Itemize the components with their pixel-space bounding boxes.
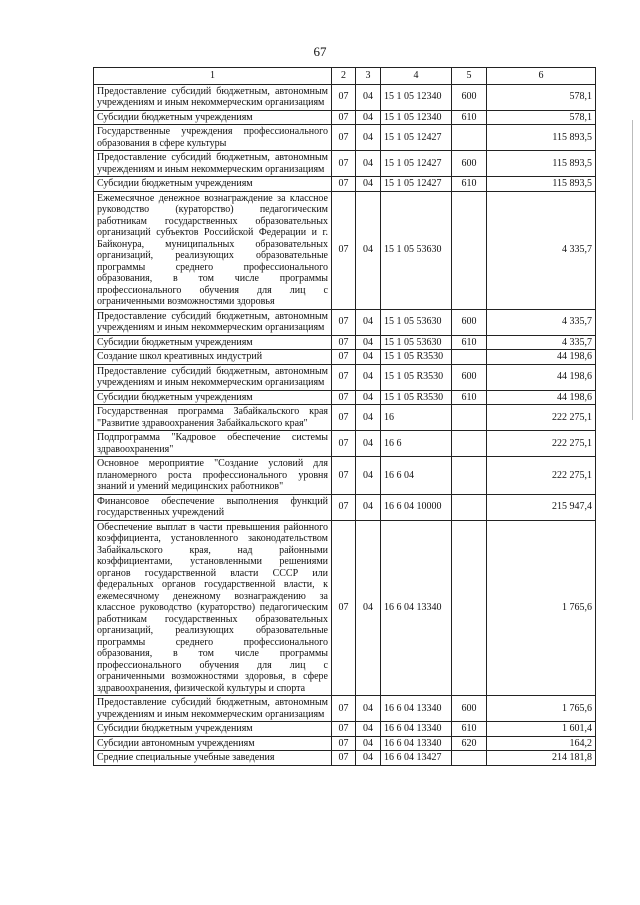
row-section: 07 [332, 722, 356, 737]
row-target-article: 16 6 [381, 431, 452, 457]
row-expense-type [452, 431, 487, 457]
row-amount: 44 198,6 [487, 390, 596, 405]
row-subsection: 04 [356, 191, 381, 309]
row-subsection: 04 [356, 390, 381, 405]
row-target-article: 15 1 05 R3530 [381, 364, 452, 390]
row-name: Государственные учреждения профессионального образования в сфере культуры [94, 125, 332, 151]
row-amount: 4 335,7 [487, 309, 596, 335]
row-name: Ежемесячное денежное вознаграждение за классное руководство (кураторство) педагогическим работникам государственных образовательных организаций субъектов Российской Федерации и г. Байконура, муниципальных образовательных организаций, реализующих образовательные программы среднего профессионального образования, в том числе программы профессионального обучения для лиц с ограниченными возможностями здоровья [94, 191, 332, 309]
row-section: 07 [332, 125, 356, 151]
row-name: Субсидии автономным учреждениям [94, 736, 332, 751]
row-target-article: 16 6 04 13427 [381, 751, 452, 766]
table-row [94, 494, 596, 520]
row-subsection: 04 [356, 431, 381, 457]
table-row [94, 177, 596, 192]
row-target-article: 15 1 05 12427 [381, 151, 452, 177]
row-name: Предоставление субсидий бюджетным, автономным учреждениям и иным некоммерческим организациям [94, 364, 332, 390]
row-expense-type: 610 [452, 335, 487, 350]
row-target-article: 16 6 04 13340 [381, 520, 452, 696]
row-subsection: 04 [356, 350, 381, 365]
row-expense-type [452, 125, 487, 151]
table-row [94, 390, 596, 405]
header-col-2: 2 [332, 68, 356, 85]
row-name: Средние специальные учебные заведения [94, 751, 332, 766]
table-row [94, 191, 596, 309]
table-row [94, 722, 596, 737]
row-name: Предоставление субсидий бюджетным, автономным учреждениям и иным некоммерческим организациям [94, 84, 332, 110]
row-name: Подпрограмма "Кадровое обеспечение системы здравоохранения" [94, 431, 332, 457]
row-name: Субсидии бюджетным учреждениям [94, 335, 332, 350]
row-expense-type: 600 [452, 309, 487, 335]
row-subsection: 04 [356, 125, 381, 151]
row-name: Основное мероприятие "Создание условий для планомерного роста профессионального уровня знаний и умений медицинских работников" [94, 457, 332, 495]
row-amount: 164,2 [487, 736, 596, 751]
table-row [94, 751, 596, 766]
row-target-article: 16 6 04 [381, 457, 452, 495]
header-col-3: 3 [356, 68, 381, 85]
row-amount: 44 198,6 [487, 350, 596, 365]
row-subsection: 04 [356, 364, 381, 390]
row-name: Создание школ креативных индустрий [94, 350, 332, 365]
row-subsection: 04 [356, 494, 381, 520]
row-section: 07 [332, 110, 356, 125]
row-amount: 4 335,7 [487, 191, 596, 309]
row-name: Предоставление субсидий бюджетным, автономным учреждениям и иным некоммерческим организациям [94, 151, 332, 177]
row-target-article: 15 1 05 12340 [381, 84, 452, 110]
table-row [94, 335, 596, 350]
row-name: Обеспечение выплат в части превышения районного коэффициента, установленного законодательством Забайкальского края, над районными коэффициентами, установленными решениями органов государственной власти СССР или федеральных органов государственной власти, к ежемесячному денежному вознаграждению за классное руководство (кураторство) педагогическим работникам государственных образовательных организаций, реализующих образовательные программы среднего профессионального образования, в том числе программы профессионального обучения для лиц с ограниченными возможностями здоровья, в сфере здравоохранения, физической культуры и спорта [94, 520, 332, 696]
table-row [94, 457, 596, 495]
row-expense-type: 600 [452, 84, 487, 110]
row-name: Предоставление субсидий бюджетным, автономным учреждениям и иным некоммерческим организациям [94, 696, 332, 722]
row-amount: 1 601,4 [487, 722, 596, 737]
table-row [94, 110, 596, 125]
table-row [94, 696, 596, 722]
row-target-article: 15 1 05 53630 [381, 335, 452, 350]
row-section: 07 [332, 84, 356, 110]
row-amount: 4 335,7 [487, 335, 596, 350]
row-section: 07 [332, 151, 356, 177]
row-expense-type: 600 [452, 364, 487, 390]
table-row [94, 309, 596, 335]
row-name: Государственная программа Забайкальского края "Развитие здравоохранения Забайкальского края" [94, 405, 332, 431]
row-section: 07 [332, 751, 356, 766]
header-col-6: 6 [487, 68, 596, 85]
table-row [94, 520, 596, 696]
row-amount: 214 181,8 [487, 751, 596, 766]
row-target-article: 16 6 04 13340 [381, 696, 452, 722]
row-subsection: 04 [356, 84, 381, 110]
row-section: 07 [332, 431, 356, 457]
table-row [94, 431, 596, 457]
row-expense-type: 600 [452, 696, 487, 722]
row-subsection: 04 [356, 696, 381, 722]
row-expense-type [452, 494, 487, 520]
row-section: 07 [332, 736, 356, 751]
row-expense-type [452, 457, 487, 495]
row-target-article: 15 1 05 53630 [381, 309, 452, 335]
table-row [94, 125, 596, 151]
row-subsection: 04 [356, 309, 381, 335]
row-subsection: 04 [356, 736, 381, 751]
row-expense-type [452, 405, 487, 431]
row-expense-type: 600 [452, 151, 487, 177]
row-expense-type [452, 751, 487, 766]
row-subsection: 04 [356, 151, 381, 177]
row-section: 07 [332, 350, 356, 365]
row-section: 07 [332, 405, 356, 431]
row-target-article: 15 1 05 12340 [381, 110, 452, 125]
table-row [94, 84, 596, 110]
row-target-article: 16 6 04 10000 [381, 494, 452, 520]
row-amount: 1 765,6 [487, 520, 596, 696]
row-subsection: 04 [356, 520, 381, 696]
table-row [94, 151, 596, 177]
row-expense-type [452, 520, 487, 696]
row-subsection: 04 [356, 177, 381, 192]
scan-artifact-line [632, 120, 633, 420]
row-target-article: 16 6 04 13340 [381, 722, 452, 737]
row-name: Субсидии бюджетным учреждениям [94, 177, 332, 192]
table-row [94, 736, 596, 751]
row-name: Субсидии бюджетным учреждениям [94, 390, 332, 405]
row-amount: 222 275,1 [487, 431, 596, 457]
header-col-1: 1 [94, 68, 332, 85]
row-target-article: 16 [381, 405, 452, 431]
header-col-5: 5 [452, 68, 487, 85]
row-section: 07 [332, 390, 356, 405]
budget-table [93, 67, 596, 766]
header-row [94, 68, 596, 85]
row-subsection: 04 [356, 722, 381, 737]
row-amount: 115 893,5 [487, 125, 596, 151]
row-section: 07 [332, 494, 356, 520]
row-section: 07 [332, 191, 356, 309]
table-row [94, 405, 596, 431]
header-col-4: 4 [381, 68, 452, 85]
row-section: 07 [332, 364, 356, 390]
row-target-article: 15 1 05 12427 [381, 177, 452, 192]
row-subsection: 04 [356, 110, 381, 125]
row-name: Субсидии бюджетным учреждениям [94, 722, 332, 737]
row-subsection: 04 [356, 405, 381, 431]
row-section: 07 [332, 335, 356, 350]
table-row [94, 350, 596, 365]
row-section: 07 [332, 520, 356, 696]
row-section: 07 [332, 457, 356, 495]
row-amount: 115 893,5 [487, 151, 596, 177]
row-expense-type: 620 [452, 736, 487, 751]
row-expense-type: 610 [452, 390, 487, 405]
row-target-article: 15 1 05 R3530 [381, 350, 452, 365]
row-target-article: 15 1 05 R3530 [381, 390, 452, 405]
row-subsection: 04 [356, 751, 381, 766]
row-amount: 215 947,4 [487, 494, 596, 520]
row-amount: 578,1 [487, 110, 596, 125]
row-expense-type: 610 [452, 110, 487, 125]
row-expense-type: 610 [452, 177, 487, 192]
row-amount: 578,1 [487, 84, 596, 110]
row-amount: 44 198,6 [487, 364, 596, 390]
row-expense-type [452, 350, 487, 365]
row-name: Финансовое обеспечение выполнения функций государственных учреждений [94, 494, 332, 520]
row-target-article: 16 6 04 13340 [381, 736, 452, 751]
row-expense-type: 610 [452, 722, 487, 737]
row-section: 07 [332, 309, 356, 335]
row-name: Субсидии бюджетным учреждениям [94, 110, 332, 125]
page-number: 67 [313, 44, 327, 59]
row-subsection: 04 [356, 335, 381, 350]
row-subsection: 04 [356, 457, 381, 495]
row-amount: 115 893,5 [487, 177, 596, 192]
row-section: 07 [332, 696, 356, 722]
row-amount: 222 275,1 [487, 405, 596, 431]
table-row [94, 364, 596, 390]
row-amount: 222 275,1 [487, 457, 596, 495]
row-name: Предоставление субсидий бюджетным, автономным учреждениям и иным некоммерческим организациям [94, 309, 332, 335]
row-expense-type [452, 191, 487, 309]
row-target-article: 15 1 05 12427 [381, 125, 452, 151]
row-target-article: 15 1 05 53630 [381, 191, 452, 309]
row-section: 07 [332, 177, 356, 192]
row-amount: 1 765,6 [487, 696, 596, 722]
